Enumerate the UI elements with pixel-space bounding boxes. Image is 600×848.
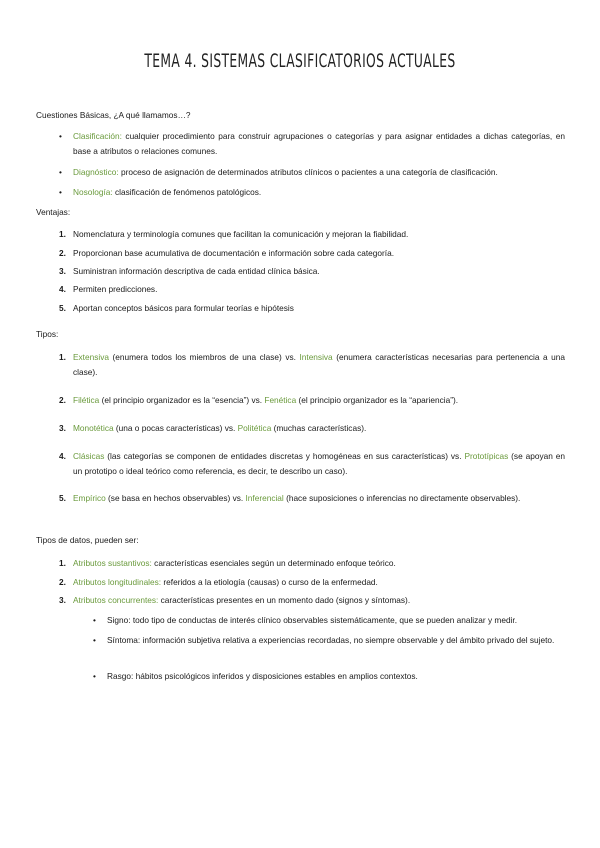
sub-list-item bbox=[93, 613, 565, 628]
list-item bbox=[59, 264, 565, 279]
term: Atributos longitudinales: bbox=[73, 577, 162, 587]
list-number: 3. bbox=[59, 423, 66, 433]
list-number: 4. bbox=[59, 284, 66, 294]
definition: características presentes en un momento dado (signos y síntomas). bbox=[158, 595, 411, 605]
item-text: Signo: todo tipo de conductas de interés clínico observables sistemáticamente, que se pueden analizar y medir. bbox=[107, 615, 518, 625]
list-number: 2. bbox=[59, 395, 66, 405]
section-heading-datos: Tipos de datos, pueden ser: bbox=[36, 535, 139, 545]
bullet-icon: • bbox=[93, 615, 96, 625]
section-heading-ventajas: Ventajas: bbox=[36, 207, 71, 217]
list-item bbox=[59, 129, 565, 159]
definition: (el principio organizador es la “esencia”) vs. bbox=[99, 395, 265, 405]
item-text: Nomenclatura y terminología comunes que facilitan la comunicación y mejoran la fiabilidad. bbox=[73, 229, 409, 239]
list-number: 1. bbox=[59, 558, 66, 568]
item-text: Síntoma: información subjetiva relativa a experiencias recordadas, no siempre observable y del ámbito privado del sujeto. bbox=[107, 635, 555, 645]
definition: (las categorías se componen de entidades discretas y homogéneas en sus características) vs. bbox=[104, 451, 465, 461]
section-heading-tipos: Tipos: bbox=[36, 329, 59, 339]
term: Atributos concurrentes: bbox=[73, 595, 159, 605]
definition: (el principio organizador es la “apariencia”). bbox=[296, 395, 459, 405]
list-number: 1. bbox=[59, 229, 66, 239]
term: Fenética bbox=[264, 395, 297, 405]
list-number: 2. bbox=[59, 248, 66, 258]
definition: (se basa en hechos observables) vs. bbox=[105, 493, 246, 503]
item-text: Proporcionan base acumulativa de documentación e información sobre cada categoría. bbox=[73, 248, 395, 258]
section-heading-cuestiones: Cuestiones Básicas, ¿A qué llamamos…? bbox=[36, 110, 191, 120]
sub-list-item bbox=[93, 669, 565, 684]
bullet-icon: • bbox=[93, 671, 96, 681]
definition: (muchas características). bbox=[271, 423, 367, 433]
list-number: 1. bbox=[59, 352, 66, 362]
definition: clasificación de fenómenos patológicos. bbox=[112, 187, 262, 197]
bullet-icon: • bbox=[59, 187, 62, 197]
term: Monotética bbox=[73, 423, 114, 433]
item-text: Rasgo: hábitos psicológicos inferidos y disposiciones estables en amplios contextos. bbox=[107, 671, 418, 681]
definition: (hace suposiciones o inferencias no directamente observables). bbox=[283, 493, 521, 503]
term: Politética bbox=[237, 423, 272, 433]
term: Atributos sustantivos: bbox=[73, 558, 152, 568]
list-item bbox=[59, 556, 565, 571]
bullet-icon: • bbox=[93, 635, 96, 645]
definition: (enumera características necesarias para pertenencia a una clase). bbox=[73, 352, 565, 377]
list-item bbox=[59, 301, 565, 316]
list-item bbox=[59, 449, 565, 479]
term: Clasificación: bbox=[73, 131, 122, 141]
list-number: 3. bbox=[59, 595, 66, 605]
term: Intensiva bbox=[299, 352, 333, 362]
term: Inferencial bbox=[245, 493, 284, 503]
term: Prototípicas bbox=[464, 451, 509, 461]
sub-list-item bbox=[93, 633, 565, 648]
list-item bbox=[59, 165, 565, 180]
list-number: 3. bbox=[59, 266, 66, 276]
page-title: TEMA 4. SISTEMAS CLASIFICATORIOS ACTUALES bbox=[144, 50, 456, 72]
list-item bbox=[59, 593, 565, 608]
item-text: Suministran información descriptiva de cada entidad clínica básica. bbox=[73, 266, 320, 276]
bullet-icon: • bbox=[59, 131, 62, 141]
list-item bbox=[59, 393, 565, 408]
item-text: Aportan conceptos básicos para formular teorías e hipótesis bbox=[73, 303, 294, 313]
item-text: Permiten predicciones. bbox=[73, 284, 158, 294]
definition: características esenciales según un determinado enfoque teórico. bbox=[151, 558, 396, 568]
definition: (se apoyan en un prototipo o ideal teórico como referencia, es decir, te describo un caso). bbox=[73, 451, 565, 476]
term: Empírico bbox=[73, 493, 106, 503]
definition: referidos a la etiología (causas) o curso de la enfermedad. bbox=[161, 577, 378, 587]
term: Clásicas bbox=[73, 451, 105, 461]
list-item bbox=[59, 246, 565, 261]
list-item bbox=[59, 185, 565, 200]
term: Diagnóstico: bbox=[73, 167, 119, 177]
list-item bbox=[59, 491, 565, 506]
definition: cualquier procedimiento para construir agrupaciones o categorías y para asignar entidades a dichas categorías, en base a atributos o relaciones comunes. bbox=[73, 131, 565, 156]
term: Filética bbox=[73, 395, 100, 405]
bullet-icon: • bbox=[59, 167, 62, 177]
list-item bbox=[59, 227, 565, 242]
definition: proceso de asignación de determinados atributos clínicos o pacientes a una categoría de clasificación. bbox=[118, 167, 498, 177]
list-number: 2. bbox=[59, 577, 66, 587]
term: Nosología: bbox=[73, 187, 113, 197]
list-item bbox=[59, 282, 565, 297]
definition: (enumera todos los miembros de una clase) vs. bbox=[108, 352, 300, 362]
term: Extensiva bbox=[73, 352, 109, 362]
definition: (una o pocas características) vs. bbox=[113, 423, 238, 433]
list-item bbox=[59, 575, 565, 590]
list-number: 5. bbox=[59, 303, 66, 313]
list-item bbox=[59, 350, 565, 380]
list-item bbox=[59, 421, 565, 436]
list-number: 5. bbox=[59, 493, 66, 503]
list-number: 4. bbox=[59, 451, 66, 461]
